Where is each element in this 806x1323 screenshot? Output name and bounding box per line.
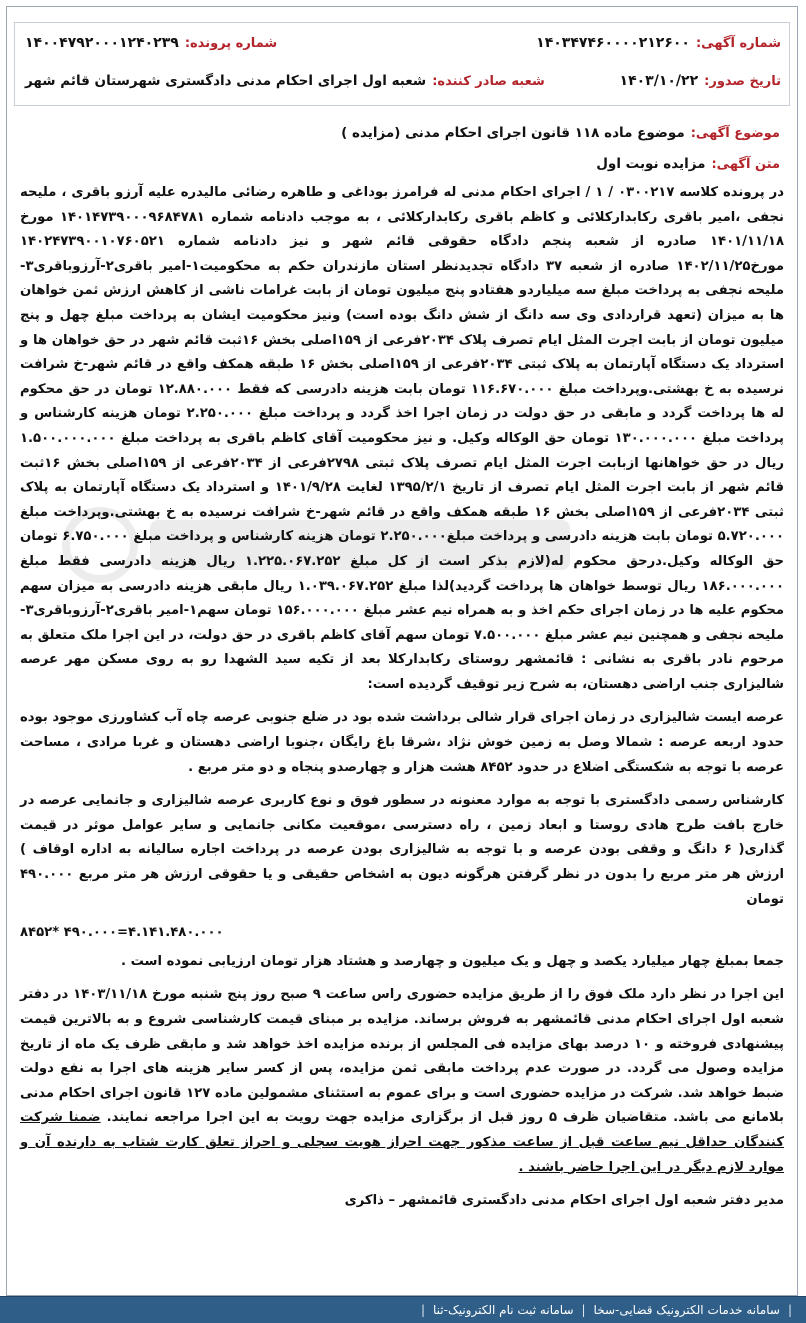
appraisal-calculation: ۸۴۵۲* ۴۹۰.۰۰۰=۴.۱۴۱.۴۸۰.۰۰۰	[20, 925, 224, 941]
subject-value: موضوع ماده ۱۱۸ قانون اجرای احکام مدنی (مزایده )	[341, 125, 685, 141]
notice-number: ۱۴۰۳۴۷۴۶۰۰۰۰۲۱۲۶۰۰	[536, 35, 690, 51]
footer-link-sakha[interactable]: سامانه خدمات الکترونیک قضایی-سخا	[593, 1303, 780, 1317]
case-number: ۱۴۰۰۴۷۹۲۰۰۰۱۲۴۰۲۳۹	[25, 35, 179, 51]
auction-terms-text: این اجرا در نظر دارد ملک فوق را از طریق مزایده حضوری راس ساعت ۹ صبح روز پنج شنبه مورخ ۱۴۰۳/۱۱/۱۸ در دفتر شعبه اول اجرای احکام مدنی قائمشهر به فروش برساند. مزایده بر مبنای قیمت کارشناسی شروع و به بالاترین قیمت پیشنهادی فروخته و ۱۰ درصد بهای مزایده فی المجلس از برنده مزایده اخذ خواهد شد و مابقی ظرف یک ماه از تاریخ مزایده وصول می گردد. در صورت عدم پرداخت مابقی ثمن مزایده، پس از کسر سایر هزینه های اجرا به نفع دولت ضبط خواهد شد. شرکت در مزایده حضوری است و برای عموم به استثنای مشمولین ماده ۱۲۷ قانون اجرای احکام مدنی بلامانع می باشد. متقاضیان ظرف ۵ روز قبل از برگزاری مزایده جهت رویت به این اجرا مراجعه نمایند.	[20, 987, 785, 1126]
issuer-label: شعبه صادر کننده:	[432, 74, 545, 89]
notice-number-row	[536, 35, 781, 51]
appraisal-paragraph: کارشناس رسمی دادگستری با توجه به موارد معنونه در سطور فوق و نوع کاربری عرصه شالیزاری و جانمایی عرصه در خارج بافت طرح هادی روستا و ابعاد زمین ، راه دسترسی ،موقعیت مکانی جانمایی و سایر عوامل موثر در قیمت گذاری( ۶ دانگ و وقفی بودن عرصه و با توجه به شالیزاری بودن عرصه در پرداخت اجاره سالیانه به اداره اوقاف ) ارزش هر متر مربع را بدون در نظر گرفتن هرگونه دیون به اشخاص حقیقی و یا حقوقی ارزش هر متر مربع ۴۹۰.۰۰۰ تومان	[20, 793, 784, 907]
notice-text-row	[596, 156, 780, 172]
case-number-row	[25, 35, 277, 51]
subject-row	[341, 125, 780, 141]
footer-separator: |	[581, 1303, 586, 1317]
issuer: شعبه اول اجرای احکام مدنی دادگستری شهرستان قائم شهر	[25, 73, 427, 89]
auction-attendance-note: ضمنا شرکت کنندگان حداقل نیم ساعت قبل از ساعت مذکور جهت احراز هویت سجلی و احراز تعلق کارت شتاب به دارنده آن و موارد لازم دیگر در این اجرا حاضر باشند .	[20, 1110, 784, 1175]
issue-date: ۱۴۰۳/۱۰/۲۲	[619, 73, 699, 89]
footer-separator: |	[420, 1303, 426, 1317]
total-value-paragraph: جمعا بمبلغ چهار میلیارد یکصد و چهل و یک میلیون و چهارصد و هشتاد هزار تومان ارزیابی نموده است .	[120, 953, 784, 969]
signature-line: مدیر دفتر شعبه اول اجرای احکام مدنی دادگستری قائمشهر – ذاکری	[344, 1193, 784, 1209]
notice-text-label: متن آگهی:	[711, 157, 780, 172]
notice-number-label: شماره آگهی:	[695, 36, 781, 51]
notice-text-value: مزایده نوبت اول	[596, 156, 706, 172]
issue-date-row	[620, 73, 781, 89]
case-paragraph: در پرونده کلاسه ۰۳۰۰۲۱۷ / ۱ / اجرای احکام مدنی له فرامرز بوداغی و طاهره رضائی مالیدره علیه آرزو باقری ، ملیحه نجفی ،امیر باقری رکابدارکلائی و کاظم باقری رکابدارکلائی ، به موجب دادنامه شماره ۱۴۰۱۴۷۳۹۰۰۰۹۶۸۴۷۸۱ مورخ ۱۴۰۱/۱۱/۱۸ صادره از شعبه پنجم دادگاه حقوقی قائم شهر و نیز دادنامه شماره ۱۴۰۲۴۷۳۹۰۰۱۰۷۶۰۵۲۱ مورخ۱۴۰۲/۱۱/۲۵ صادره از شعبه ۳۷ دادگاه تجدیدنظر استان مازندران حکم به محکومیت۱-امیر باقری۲-آرزوباقری۳-ملیحه نجفی به پرداخت مبلغ سه میلیاردو هفتادو پنج میلیون تومان از بابت غرامات ناشی از کاهش ارزش ثمن خواهان ها به میزان (تعهد قراردادی وی سه دانگ از شش دانگ بوده است) ونیز محکومیت ایشان به پرداخت مبلغ چهل و پنج میلیون تومان از بابت اجرت المثل ایام تصرف پلاک ۲۰۳۴فرعی از ۱۵۹اصلی بخش ۱۶ثبت قائم شهر در حق خواهان ها و استرداد یک دستگاه آپارتمان به پلاک ثبتی ۲۰۳۴فرعی از ۱۵۹اصلی بخش ۱۶ طبقه همکف واقع در قائم شهر-خ شرافت نرسیده به خ بهشتی.وپرداخت مبلغ ۱۱۶.۶۷۰.۰۰۰ تومان بابت هزینه دادرسی که فقط ۱۲.۸۸۰.۰۰۰ تومان در حق محکوم له ها پرداخت گردد و مابقی در حق دولت در زمان اجرا اخذ گردد و پرداخت مبلغ ۲.۲۵۰.۰۰۰ تومان هزینه کارشناس و پرداخت مبلغ ۱۳۰.۰۰۰.۰۰۰ تومان حق الوکاله وکیل. و نیز محکومیت آقای کاظم باقری به پرداخت مبلغ ۱.۵۰۰.۰۰۰.۰۰۰ ریال در حق خواهانها ازبابت اجرت المثل ایام تصرف پلاک ثبتی ۲۷۹۸فرعی از ۲۰۳۴فرعی از ۱۵۹اصلی بخش ۱۶ثبت قائم شهر از بابت اجرت المثل ایام تصرف از تاریخ ۱۳۹۵/۲/۱ لغایت ۱۴۰۱/۹/۲۸ و استرداد یک دستگاه آپارتمان به پلاک ثبتی ۲۰۳۴فرعی از ۱۵۹اصلی بخش ۱۶ طبقه همکف واقع در قائم شهر-خ شرافت نرسیده به خ بهشتی.وپرداخت مبلغ ۵.۷۲۰.۰۰۰ تومان بابت هزینه دادرسی و پرداخت مبلغ۲.۲۵۰.۰۰۰ تومان هزینه کارشناس و پرداخت مبلغ ۶.۷۵۰.۰۰۰ تومان حق الوکاله وکیل.درحق محکوم له(لازم بذکر است از کل مبلغ ۱.۲۲۵.۰۶۷.۲۵۲ ریال هزینه دادرسی فقط مبلغ ۱۸۶.۰۰۰.۰۰۰ ریال توسط خواهان ها پرداخت گردید)لذا مبلغ ۱.۰۳۹.۰۶۷.۲۵۲ ریال مابقی هزینه دادرسی به میزان سهم محکوم علیه ها در زمان اجرای حکم اخذ و به همراه نیم عشر مبلغ ۱۵۶.۰۰۰.۰۰۰ تومان سهم۱-امیر باقری۲-آرزوباقری۳-ملیحه نجفی و همچنین نیم عشر مبلغ ۷.۵۰۰.۰۰۰ تومان سهم آقای کاظم باقری در حق دولت، در این اجرا ملک متعلق به مرحوم نادر باقری به نشانی : قائمشهر روستای رکابدارکلا بعد از تکیه سید الشهدا رو به روی مسکن مهر عرصه شالیزاری جنب اراضی دهستان، به شرح زیر توقیف گردیده است:	[20, 185, 785, 692]
notice-body	[20, 181, 784, 1223]
notice-header	[14, 22, 790, 106]
footer-separator: |	[787, 1303, 792, 1317]
footer-bar	[0, 1296, 806, 1323]
auction-terms-paragraph	[20, 983, 784, 1180]
issuer-row	[25, 73, 545, 89]
property-description-paragraph: عرصه ایست شالیزاری در زمان اجرای قرار شالی برداشت شده بود در ضلع جنوبی عرصه چاه آب کشاورزی موجود بوده حدود اربعه عرصه : شمالا وصل به زمین خوش نژاد ،شرقا باغ رایگان ،جنوبا اراضی دهستان و غربا مرادی ، مساحت عرصه با توجه به شکستگی اضلاع در حدود ۸۴۵۲ هشت هزار و چهارصدو پنجاه و دو متر مربع .	[20, 710, 784, 775]
subject-label: موضوع آگهی:	[690, 126, 780, 141]
issue-date-label: تاریخ صدور:	[704, 74, 781, 89]
footer-link-sana[interactable]: سامانه ثبت نام الکترونیک-ثنا	[433, 1303, 574, 1317]
case-number-label: شماره پرونده:	[184, 36, 278, 51]
